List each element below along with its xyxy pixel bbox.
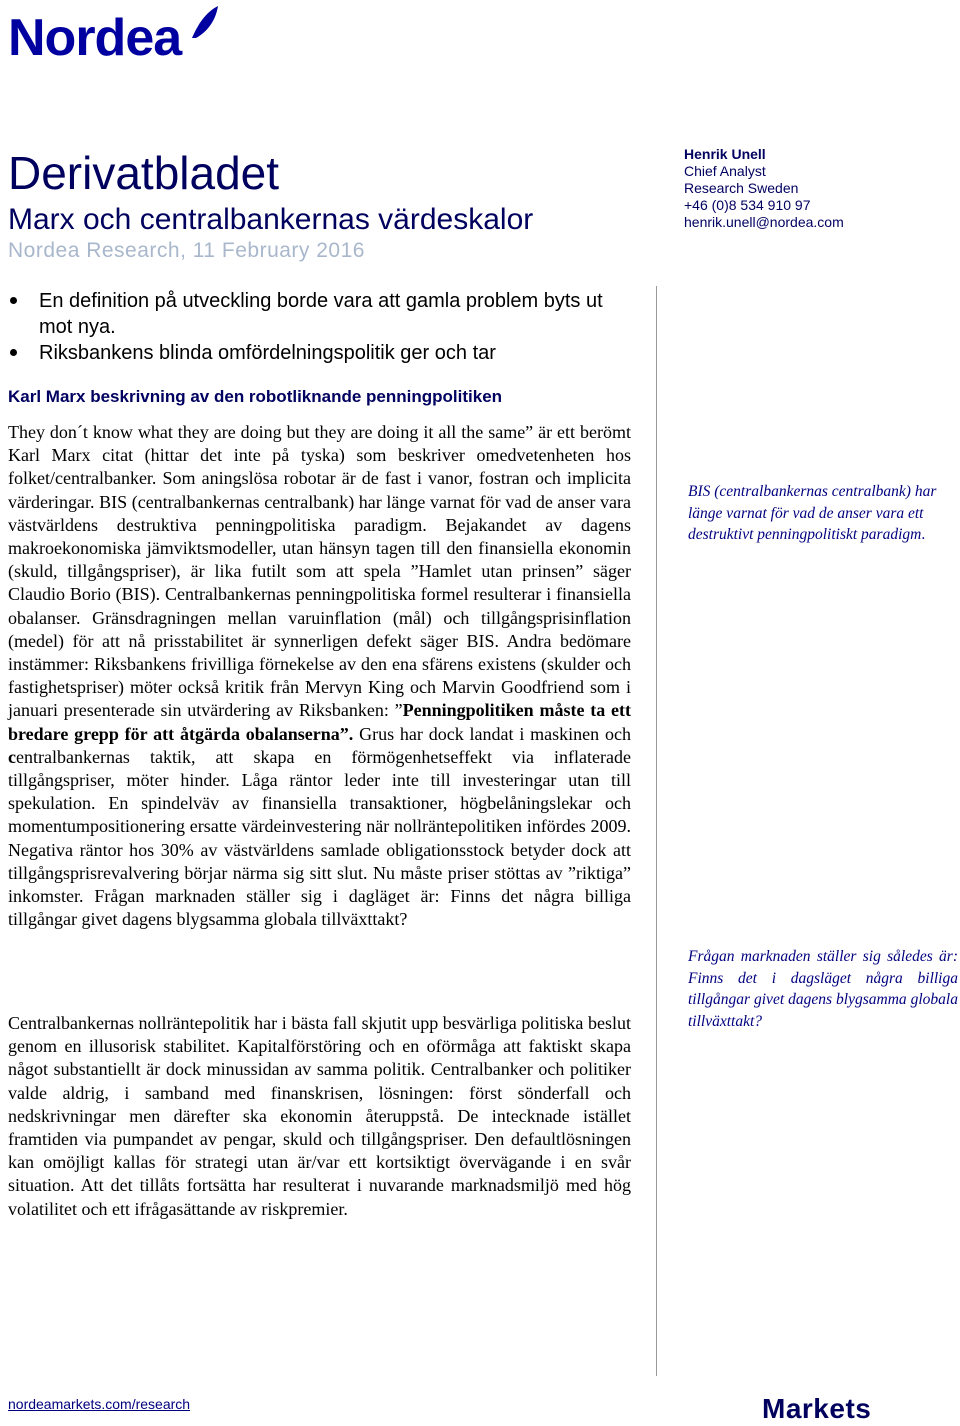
bullet-text: En definition på utveckling borde vara att gamla problem byts ut mot nya.: [39, 290, 603, 338]
body-text: Centralbankernas nollräntepolitik har i bästa fall skjutit upp besvärliga politiska beslut genom en illusorisk stabilitet. Kapitalförstöring och en oförmåga att faktiskt skapa något substantiellt är dock minussidan av samma politik. Centralbanker och politiker valde aldrig, i samband med finanskrisen, lösningen: först sönderfall och nedskrivningar men därefter ska ekonomin återuppstå. De intecknade istället framtiden via pumpandet av pengar, skuld och tillgångspriser. Den defaultlösningen kan omöjligt kallas för strategi utan är/var ett kortsiktigt övervägande i en svår situation. Att det tillåts fortsätta har resulterat i nuvarande marknadsmiljö med hög volatilitet och ett ifrågasättande av riskpremier.: [8, 1013, 631, 1219]
dateline: Nordea Research, 11 February 2016: [8, 239, 365, 262]
bullet-dot-icon: [10, 297, 17, 304]
body-paragraph-2: [8, 1012, 631, 1221]
body-emphasis: Penningpolitiken måste ta ett bredare grepp för att åtgärda obalanserna”.: [8, 700, 631, 744]
section-heading: Karl Marx beskrivning av den robotliknande penningpolitiken: [8, 387, 503, 406]
bullet-text: Riksbankens blinda omfördelningspolitik ger och tar: [39, 342, 496, 364]
column-divider: [656, 286, 657, 1376]
nordea-sail-icon: [188, 4, 220, 40]
sidebar-quote-1: [688, 481, 958, 546]
author-email[interactable]: henrik.unell@nordea.com: [684, 214, 844, 230]
footer-markets-logo: Markets: [762, 1393, 872, 1424]
bullet-dot-icon: [10, 349, 17, 356]
sidebar-quote-end: .: [921, 526, 926, 543]
page-title: Derivatbladet: [8, 147, 280, 199]
footer-research-link[interactable]: nordeamarkets.com/research: [8, 1396, 191, 1412]
page-subtitle: Marx och centralbankernas värdeskalor: [8, 203, 534, 236]
body-paragraph-1: [8, 421, 631, 931]
nordea-logo: [8, 4, 218, 67]
author-role: Chief Analyst: [684, 163, 766, 179]
body-text: They don´t know what they are doing but they are doing it all the same” är ett berömt Karl Marx citat (hittar det inte på tyska) som beskriver omedvetenheten hos folket/centralbanker. Som aningslösa robotar är de fast i vanor, fostran och implicita värderingar. BIS (centralbankernas centralbank) har länge varnat för vad de anser vara västvärldens destruktiva penningpolitiska paradigm. Bejakandet av dagens makroekonomiska jämviktsmodeller, utan hänsyn tagen till den finansiella ekonomin (skuld, tillgångspriser), är lika futilt som att spela ”Hamlet utan prinsen” säger Claudio Borio (BIS). Centralbankernas penningpolitiska formel resulterar i finansiella obalanser. Gränsdragningen mellan varuinflation (mål) och tillgångsprisinflation (medel) för att nå prisstabilitet är synnerligen defekt säger BIS. Andra bedömare instämmer: Riksbankens frivilliga förnekelse av den ena sfärens existens (skulder och fastighetspriser) möter också kritik från Mervyn King och Marvin Goodfriend som i januari presenterade sin utvärdering av Riksbanken: ”: [8, 422, 631, 721]
summary-bullet: [8, 340, 638, 366]
summary-bullet: [8, 288, 638, 340]
author-unit: Research Sweden: [684, 180, 799, 196]
body-emphasis: c: [8, 746, 16, 767]
body-text: entralbankernas taktik, att skapa en förmögenhetseffekt via inflaterade tillgångspriser, möter hinder. Låga räntor leder inte till investeringar utan till spekulation. En spindelväv av finansiella transaktioner, högbelåningslekar och momentumpositionering ersatte värdeinvestering när nollräntepolitiken infördes 2009. Negativa räntor hos 30% av västvärldens samlade obligationsstock betyder dock att tillgångsprisrevalvering börjar närma sig sitt slut. Nu måste priser stöttas av ”riktiga” inkomster. Frågan marknaden ställer sig i dagläget är: Finns det några billiga tillgångar givet dagens blygsamma globala tillväxttakt?: [8, 746, 631, 930]
body-text: Grus har dock landat i maskinen och: [353, 723, 631, 744]
author-name: Henrik Unell: [684, 146, 766, 162]
summary-bullets: [8, 288, 638, 366]
sidebar-quote-2: Frågan marknaden ställer sig således är: Finns det i dagsläget några billiga tillgångar givet dagens blygsamma globala tillväxttakt?: [688, 948, 958, 1030]
author-contact: [684, 146, 844, 231]
author-phone: +46 (0)8 534 910 97: [684, 197, 811, 213]
sidebar-quote-text: BIS (centralbankernas centralbank) har länge varnat för vad de anser vara ett destruktivt penningpolitiskt paradigm: [688, 483, 937, 543]
logo-wordmark: Nordea: [8, 9, 182, 67]
